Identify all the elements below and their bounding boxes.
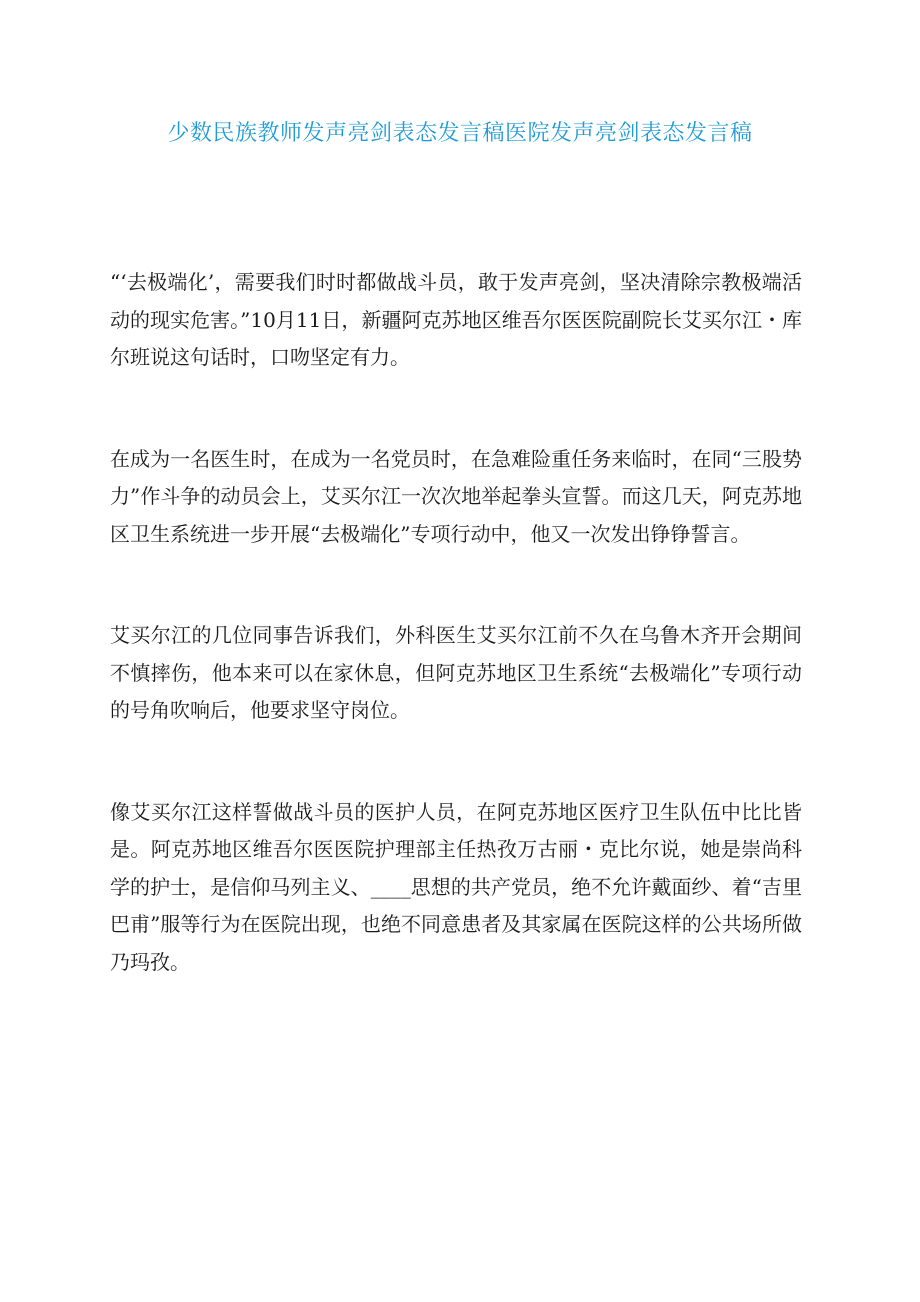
paragraph-4: 像艾买尔江这样誓做战斗员的医护人员，在阿克苏地区医疗卫生队伍中比比皆是。阿克苏地区维吾尔医医院护理部主任热孜万古丽・克比尔说，她是崇尚科学的护士，是信仰马列主义、____思想的共产党员，绝不允许戴面纱、着“吉里巴甫”服等行为在医院出现，也绝不同意患者及其家属在医院这样的公共场所做乃玛孜。 xyxy=(110,799,802,974)
paragraph-3: 艾买尔江的几位同事告诉我们，外科医生艾买尔江前不久在乌鲁木齐开会期间不慎摔伤，他本来可以在家休息，但阿克苏地区卫生系统“去极端化”专项行动的号角吹响后，他要求坚守岗位。 xyxy=(110,623,802,722)
paragraph-2: 在成为一名医生时，在成为一名党员时，在急难险重任务来临时，在同“三股势力”作斗争的动员会上，艾买尔江一次次地举起拳头宣誓。而这几天，阿克苏地区卫生系统进一步开展“去极端化”专项行动中，他又一次发出铮铮誓言。 xyxy=(110,446,802,546)
document-title: 少数民族教师发声亮剑表态发言稿医院发声亮剑表态发言稿 xyxy=(167,121,753,146)
document-body xyxy=(110,264,802,1045)
paragraph-1: “‘去极端化’，需要我们时时都做战斗员，敢于发声亮剑，坚决清除宗教极端活动的现实危害。”10月11日，新疆阿克苏地区维吾尔医医院副院长艾买尔江・库尔班说这句话时，口吻坚定有力。 xyxy=(110,270,802,369)
